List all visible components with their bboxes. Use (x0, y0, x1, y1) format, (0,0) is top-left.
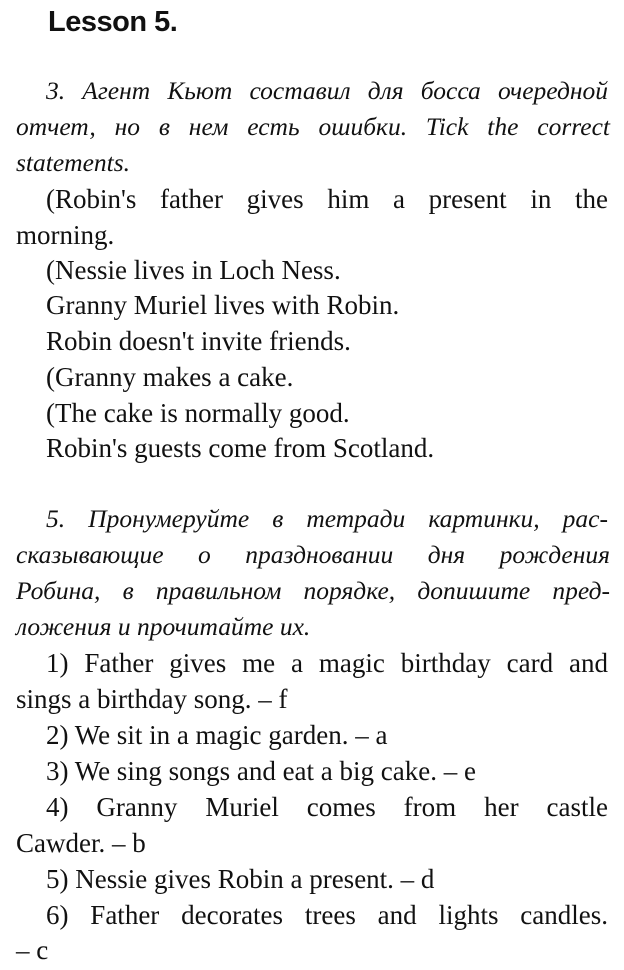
task3-statement-6: (The cake is normally good. (46, 398, 350, 428)
task5-answer-4b: Cawder. – b (16, 828, 146, 858)
task5-answer-1a: 1) Father gives me a magic birthday card and (46, 648, 608, 678)
lesson-title: Lesson 5. (48, 6, 178, 38)
task3-statement-1b: morning. (16, 220, 115, 250)
task5-instruction-line-1: 5. Пронумеруйте в тетради картинки, рас- (46, 504, 608, 533)
task3-statement-4: Robin doesn't invite friends. (46, 326, 351, 356)
task3-instruction-line-1: 3. Агент Кьют составил для босса очередной (46, 76, 608, 105)
task5-answer-5: 5) Nessie gives Robin a present. – d (46, 864, 435, 894)
task3-statement-1a: (Robin's father gives him a present in the (46, 184, 608, 214)
task5-answer-3: 3) We sing songs and eat a big cake. – e (46, 756, 476, 786)
task3-instruction-line-3: statements. (16, 148, 131, 177)
task3-statement-5: (Granny makes a cake. (46, 362, 294, 392)
task5-instruction-line-4: ложения и прочитайте их. (16, 612, 311, 641)
task3-statement-7: Robin's guests come from Scotland. (46, 433, 435, 463)
task5-answer-2: 2) We sit in a magic garden. – a (46, 720, 388, 750)
task5-answer-6a: 6) Father decorates trees and lights candles. (46, 900, 608, 930)
task5-answer-6b: – c (16, 935, 49, 965)
task3-statement-2: (Nessie lives in Loch Ness. (46, 255, 341, 285)
task5-instruction-line-2: сказывающие о праздновании дня рождения (16, 540, 610, 569)
task3-instruction-line-2: отчет, но в нем есть ошибки. Tick the correct (16, 112, 610, 141)
task5-answer-4a: 4) Granny Muriel comes from her castle (46, 792, 608, 822)
task3-statement-3: Granny Muriel lives with Robin. (46, 290, 400, 320)
task5-instruction-line-3: Робина, в правильном порядке, допишите пред- (16, 576, 610, 605)
task5-answer-1b: sings a birthday song. – f (16, 684, 288, 714)
